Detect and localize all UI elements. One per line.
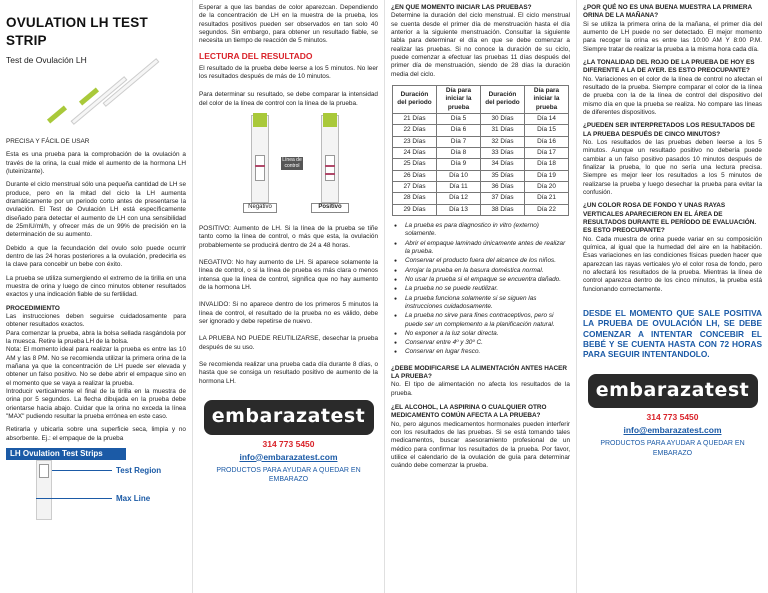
column-3 (384, 0, 576, 593)
reading-heading: LECTURA DEL RESULTADO (199, 50, 313, 61)
list-item: ● Conservar el producto fuera del alcance de los niños. (391, 257, 570, 265)
positive-control-line (325, 165, 335, 167)
faq-medicine-question: ¿EL ALCOHOL, LA ASPIRINA O CUALQUIER OTRO MEDICAMENTO COMÚN AFECTA A LA PRUEBA? (391, 404, 547, 420)
recommend-note: Se recomienda realizar una prueba cada día durante 8 días, o hasta que se consiga un resultado positivo de aumento de la hormona LH. (199, 360, 378, 385)
faq-morning-answer: Si se utiliza la primera orina de la mañana, el primer día del aumento de LH puede no ser detectado. El mejor momento para recoger la orina es entre las 10:00 AM Y 8:00 P.M. Siempre tratar de realizar la prueba a la misma hora cada día. (583, 20, 762, 53)
compare-paragraph: Para determinar su resultado, se debe comparar la intensidad del color de la línea de control con la línea de la prueba. (199, 91, 378, 107)
negative-tip (253, 113, 267, 127)
faq-color-answer: No. Variaciones en el color de la línea de control no afectan el resultado de la prueba. Siempre comparar el color de la línea de prueba con la de la línea de control del dispositivo del mismo día en que la prueba se realiza. No compare las líneas de diferentes dispositivos. (583, 75, 762, 116)
cycle-table (392, 85, 569, 216)
page-subtitle: Test de Ovulación LH (6, 55, 87, 66)
email-link[interactable]: info@embarazatest.com (239, 451, 338, 462)
faq-start-answer: Determine la duración del ciclo menstrual. El ciclo menstrual se cuenta desde el primer día de menstruación hasta el día anterior a la siguiente menstruación. Consultar la siguiente tabla para determinar el día en que se debe comenzar a realizar las pruebas. Si no conoce la duración de su ciclo, puede comenzar a efectuar las pruebas 11 días después del primer día de menstruación, siendo de 28 días la duración media del ciclo. (391, 12, 570, 78)
email-link[interactable]: info@embarazatest.com (623, 425, 722, 436)
precautions-list (391, 222, 570, 357)
reading-time-paragraph: El resultado de la prueba debe leerse a los 5 minutos. No leer los resultados después de más de 10 minutos. (199, 64, 378, 81)
list-item: ● Abrir el empaque laminado únicamente antes de realizar la prueba. (391, 240, 570, 257)
brand-block (583, 374, 762, 458)
positive-explanation: POSITIVO: Aumento de LH. Si la línea de la prueba se tiñe tanto como la línea de control, o más que esta, la ovulación probablemente se producirá dentro de 24 a 48 horas. (199, 225, 378, 249)
table-row (393, 193, 569, 204)
brand-block (199, 400, 378, 484)
positive-label: Positivo (311, 203, 349, 213)
dry-surface-paragraph: Retirarla y ubicarla sobre una superficie seca, limpia y no absorbente. Ej.: el empaque de la prueba (6, 426, 186, 442)
table-cell: 23 Días (393, 136, 437, 147)
table-cell: 25 Días (393, 159, 437, 170)
table-header-cell: Duración del periodo (393, 85, 437, 113)
hero-strips-image (6, 70, 186, 126)
table-cell: 36 Días (481, 181, 525, 192)
table-header-cell: Día para iniciar la prueba (525, 85, 569, 113)
table-cell: Día 15 (525, 125, 569, 136)
strip-diagram (6, 448, 186, 508)
table-cell: Día 12 (437, 193, 481, 204)
max-line-pointer (52, 498, 112, 499)
max-line-label: Max Line (116, 493, 151, 503)
table-cell: Día 18 (525, 159, 569, 170)
intro-paragraph: Esta es una prueba para la comprobación de la ovulación a través de la orina, la cual mide el aumento de la hormona LH (luteinizante). (6, 151, 186, 176)
fertility-paragraph: Debido a que la fecundación del ovulo solo puede ocurrir dentro de las 24 horas posteriores a la ovulación, predecirla es la clave para concebir un bebe con éxito. (6, 244, 186, 269)
table-cell: Día 9 (437, 159, 481, 170)
column-2 (192, 0, 384, 593)
table-row (393, 204, 569, 215)
faq-diet-answer: No. El tipo de alimentación no afecta los resultados de la prueba. (391, 381, 570, 397)
table-cell: Día 11 (437, 181, 481, 192)
faq-medicine-answer: No, pero algunos medicamentos hormonales pueden interferir con los resultados de las pruebas. Si se está tomando tales medicamentos, buscar asesoramiento profesional de un médico para confirmar los resultados de la prueba. Por favor, utilice el calendario de la ovulación de guía para determinar cuándo debe comenzar la prueba. (391, 420, 570, 470)
table-cell: 32 Días (481, 136, 525, 147)
diagram-test-window (39, 464, 49, 478)
faq-time-question: ¿PUEDEN SER INTERPRETADOS LOS RESULTADOS DE LA PRUEBA DESPUÉS DE CINCO MINUTOS? (583, 122, 755, 138)
faq-time-answer: No. Los resultados de las pruebas deben leerse a los 5 minutos. Aunque un resultado positivo no debería puede cambiar a un falso positivo pasados 10 minutos después de finalizar la prueba, lo que no sería una lectura precisa. Siempre es mejor leer los resultados a los 5 minutos de realizarse la prueba y luego desechar la prueba para evitar la confusión. (583, 138, 762, 196)
table-row (393, 136, 569, 147)
table-cell: 35 Días (481, 170, 525, 181)
strip-tip (47, 106, 67, 124)
table-row (393, 181, 569, 192)
table-row (393, 159, 569, 170)
list-item: ● La prueba no se puede reutilizar. (391, 285, 570, 293)
brand-logo: embarazatest (204, 400, 374, 435)
table-cell: Día 5 (437, 113, 481, 124)
results-diagram (199, 113, 378, 211)
table-cell: Día 8 (437, 147, 481, 158)
invalid-explanation: INVALIDO: Si no aparece dentro de los primeros 5 minutos la línea de control, el resultado de la prueba no es válido, debe ser ignorado y debe repetirse de nuevo. (199, 301, 378, 325)
table-row (393, 125, 569, 136)
brand-tagline: PRODUCTOS PARA AYUDAR A QUEDAR EN EMBARAZO (216, 466, 361, 483)
no-reuse-note: LA PRUEBA NO PUEDE REUTILIZARSE, desechar la prueba después de su uso. (199, 335, 378, 351)
positive-test-line (325, 173, 335, 175)
brand-tagline: PRODUCTOS PARA AYUDAR A QUEDAR EN EMBARAZO (600, 440, 745, 457)
faq-diet-question: ¿DEBE MODIFICARSE LA ALIMENTACIÓN ANTES HACER LA PRUEBA? (391, 364, 567, 381)
negative-control-line (255, 165, 265, 167)
faq-background-question: ¿UN COLOR ROSA DE FONDO Y UNAS RAYAS VERTICALES APARECIERON EN EL ÁREA DE RESULTADOS DURANTE EL PERÍODO DE EVALUACIÓN. ES ESTO PREOCUPANTE? (583, 202, 757, 235)
table-cell: 34 Días (481, 159, 525, 170)
kicker: PRECISA Y FÁCIL DE USAR (6, 138, 90, 146)
list-item: ● Arrojar la prueba en la basura doméstica normal. (391, 267, 570, 275)
list-item: ● Conservar entre 4º y 30º C. (391, 339, 570, 347)
negative-explanation: NEGATIVO: No hay aumento de LH. Si aparece solamente la línea de control, o si la línea de prueba es más clara o menos intensa que la línea de control, significa que no hay aumento de la hormona LH. (199, 258, 378, 291)
table-cell: 26 Días (393, 170, 437, 181)
table-cell: Día 10 (437, 170, 481, 181)
faq-color-question: ¿LA TONALIDAD DEL ROJO DE LA PRUEBA DE HOY ES DIFERENTE A LA DE AYER. ES ESTO PREOCUPANTE? (583, 58, 755, 75)
wait-paragraph: Esperar a que las bandas de color aparezcan. Dependiendo de la concentración de LH en la muestra de la prueba, los resultados positivos pueden ser observados en tan solo 40 segundos. Sin embargo, para obtener un resultado fiable, se necesita un tiempo de reacción de 5 minutos. (199, 4, 378, 45)
phone-number: 314 773 5450 (262, 438, 315, 449)
table-cell: 21 Días (393, 113, 437, 124)
cycle-paragraph: Durante el ciclo menstrual sólo una pequeña cantidad de LH se produce, pero en la mitad del ciclo la LH aumenta dramáticamente por un periodo corto antes de presentarse la ovulación. El Test de Ovulación LH está específicamente diseñado para detectar el aumento de LH con una sensibilidad de 25mIU/ml/h, y ofrecer más de un 99% de precisión en la determinación de su aumento. (6, 181, 186, 239)
usage-paragraph: La prueba se utiliza sumergiendo el extremo de la tirilla en una muestra de orina y luego de cinco minutos obtener resultados exactos y una indicación fiable de su fertilidad. (6, 274, 186, 299)
table-header-cell: Día para iniciar la prueba (437, 85, 481, 113)
table-cell: 24 Días (393, 147, 437, 158)
list-item: ● La prueba es para diagnostico in vitro (externo) solamente. (391, 222, 570, 239)
positive-window (325, 155, 335, 181)
diagram-title: LH Ovulation Test Strips (6, 448, 126, 460)
table-cell: 28 Días (393, 193, 437, 204)
table-cell: Día 17 (525, 147, 569, 158)
faq-morning-question: ¿POR QUÉ NO ES UNA BUENA MUESTRA LA PRIMERA ORINA DE LA MAÑANA? (583, 4, 752, 20)
control-line-callout: Línea de control (282, 157, 302, 169)
table-cell: Día 16 (525, 136, 569, 147)
table-cell: 29 Días (393, 204, 437, 215)
highlight-message: DESDE EL MOMENTO QUE SALE POSITIVA LA PRUEBA DE OVULACIÓN LH, SE DEBE COMENZAR A INTENTAR CONCEBIR EL BEBÉ Y SE CUENTA HASTA CON 72 HORAS PARA SEGUIR INTENTANDOLO. (583, 307, 762, 360)
table-cell: 27 Días (393, 181, 437, 192)
test-region-label: Test Region (116, 465, 162, 475)
table-cell: Día 21 (525, 193, 569, 204)
table-cell: 38 Días (481, 204, 525, 215)
list-item: ● La prueba no sirve para fines contraceptivos, pero si puede ser un complemento a la planificación natural. (391, 312, 570, 329)
column-4 (576, 0, 768, 593)
table-row (393, 147, 569, 158)
page-title: OVULATION LH TEST STRIP (6, 15, 148, 48)
table-cell: 37 Días (481, 193, 525, 204)
table-row (393, 170, 569, 181)
table-cell: Día 19 (525, 170, 569, 181)
table-cell: Día 7 (437, 136, 481, 147)
table-cell: 22 Días (393, 125, 437, 136)
table-cell: Día 6 (437, 125, 481, 136)
phone-number: 314 773 5450 (646, 412, 699, 423)
column-1 (0, 0, 192, 593)
list-item: ● Conservar en lugar fresco. (391, 348, 570, 356)
negative-window (255, 155, 265, 181)
list-item: ● La prueba funciona solamente si se siguen las instrucciones cuidadosamente. (391, 295, 570, 312)
faq-background-answer: No. Cada muestra de orina puede variar en su composición química, al igual que la humedad del aire en la habitación. Esas variaciones en las condiciones físicas pueden hacer que aparezcan las rayas verticales y/o el color rosa de fondo, pero no afectará los resultados de la prueba. Mientras la línea de control aparezca dentro de los cinco minutos, la prueba está funcionando correctamente. (583, 235, 762, 293)
table-cell: Día 14 (525, 113, 569, 124)
procedure-heading: PROCEDIMIENTO (6, 304, 60, 312)
cycle-table-header (393, 85, 569, 113)
faq-start-question: ¿EN QUE MOMENTO INICIAR LAS PRUEBAS? (391, 4, 532, 11)
table-cell: 30 Días (481, 113, 525, 124)
procedure-text: Las instrucciones deben seguirse cuidadosamente para obtener resultados exactos. Para comenzar la prueba, abra la bolsa sellada rasgándola por la muesca. Retire la prueba LH de la bolsa. Nota: El momento ideal para realizar la prueba es entre las 10 AM y las 8 PM. No se recomienda utilizar la primera orina de la mañana ya que la concentración de LH puede ser elevada y obtener un falso positivo. No se debe abrir el empaque sino en el momento que se vaya a realizar la prueba. Introducir verticalmente el final de la tirilla en la muestra de orina por 5 segundos. La flecha dibujada en la prueba debe orientarse hacia abajo. Cuidar que la orina no exceda la línea "MAX" pudiendo resultar la prueba errónea en este caso. (6, 313, 186, 420)
table-cell: 33 Días (481, 147, 525, 158)
brand-logo: embarazatest (588, 374, 758, 409)
positive-tip (323, 113, 337, 127)
list-item: ● No exponer a la luz solar directa. (391, 330, 570, 338)
table-row (393, 113, 569, 124)
list-item: ● No usar la prueba si el empaque se encuentra dañado. (391, 276, 570, 284)
table-cell: 31 Días (481, 125, 525, 136)
table-cell: Día 13 (437, 204, 481, 215)
test-region-pointer (52, 470, 112, 471)
diagram-max-line (36, 498, 52, 499)
table-header-cell: Duración del periodo (481, 85, 525, 113)
table-cell: Día 22 (525, 204, 569, 215)
table-cell: Día 20 (525, 181, 569, 192)
negative-label: Negativo (243, 203, 277, 213)
